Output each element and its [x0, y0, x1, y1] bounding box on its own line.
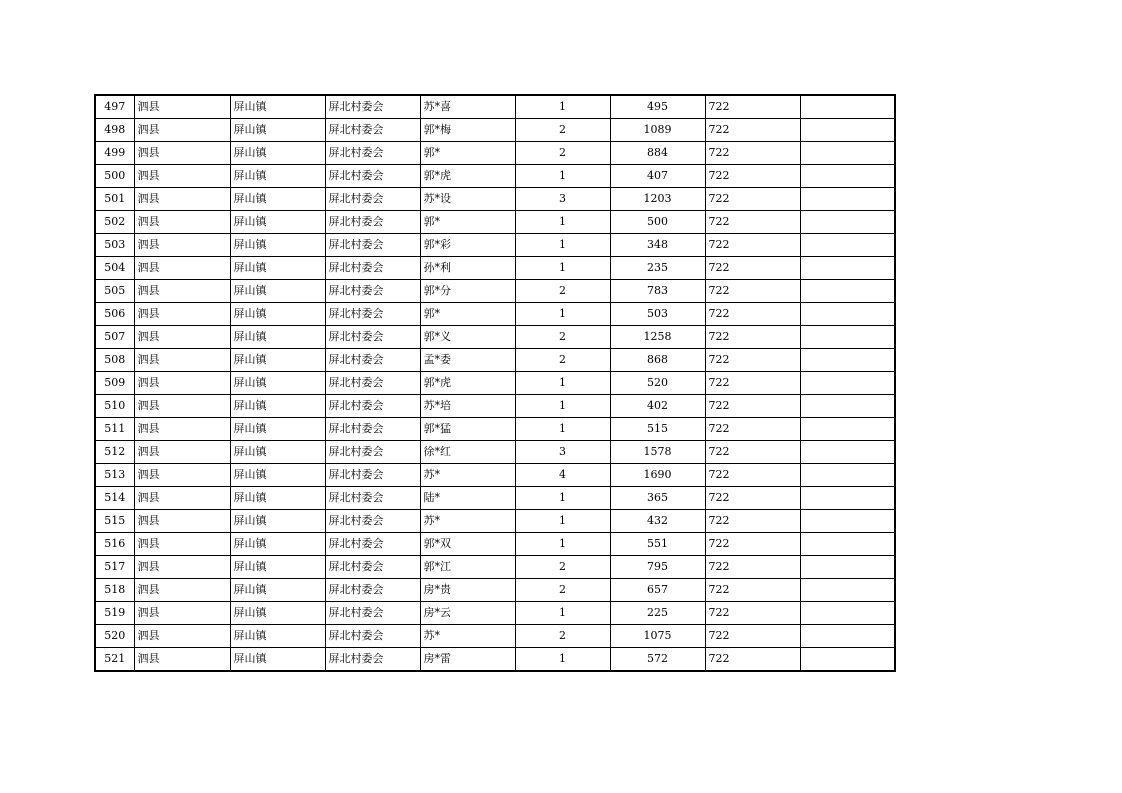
- cell-village: 屏北村委会: [325, 211, 420, 234]
- cell-amount: 348: [610, 234, 705, 257]
- cell-household-head: 郭*分: [420, 280, 515, 303]
- cell-persons: 1: [515, 234, 610, 257]
- cell-household-head: 苏*培: [420, 395, 515, 418]
- cell-village: 屏北村委会: [325, 280, 420, 303]
- table-row: [95, 188, 895, 211]
- cell-household-head: 苏*喜: [420, 95, 515, 119]
- cell-persons: 1: [515, 211, 610, 234]
- cell-note: [800, 579, 895, 602]
- cell-town: 屏山镇: [230, 533, 325, 556]
- cell-row-number: 520: [95, 625, 134, 648]
- cell-note: [800, 188, 895, 211]
- cell-persons: 1: [515, 533, 610, 556]
- cell-town: 屏山镇: [230, 165, 325, 188]
- cell-row-number: 508: [95, 349, 134, 372]
- cell-row-number: 512: [95, 441, 134, 464]
- cell-row-number: 513: [95, 464, 134, 487]
- cell-note: [800, 510, 895, 533]
- cell-town: 屏山镇: [230, 556, 325, 579]
- cell-village: 屏北村委会: [325, 257, 420, 280]
- cell-amount: 503: [610, 303, 705, 326]
- cell-note: [800, 95, 895, 119]
- cell-town: 屏山镇: [230, 280, 325, 303]
- cell-amount: 783: [610, 280, 705, 303]
- cell-household-head: 徐*红: [420, 441, 515, 464]
- cell-persons: 1: [515, 648, 610, 672]
- cell-village: 屏北村委会: [325, 303, 420, 326]
- cell-town: 屏山镇: [230, 395, 325, 418]
- cell-county: 泗县: [134, 441, 230, 464]
- cell-amount: 551: [610, 533, 705, 556]
- cell-household-head: 房*云: [420, 602, 515, 625]
- cell-village: 屏北村委会: [325, 464, 420, 487]
- cell-amount: 402: [610, 395, 705, 418]
- cell-note: [800, 556, 895, 579]
- cell-village: 屏北村委会: [325, 142, 420, 165]
- cell-note: [800, 464, 895, 487]
- cell-household-head: 陆*: [420, 487, 515, 510]
- cell-county: 泗县: [134, 303, 230, 326]
- cell-town: 屏山镇: [230, 625, 325, 648]
- cell-household-head: 孙*利: [420, 257, 515, 280]
- cell-standard: 722: [705, 349, 800, 372]
- cell-note: [800, 280, 895, 303]
- cell-town: 屏山镇: [230, 95, 325, 119]
- table-row: [95, 533, 895, 556]
- cell-note: [800, 625, 895, 648]
- cell-town: 屏山镇: [230, 349, 325, 372]
- cell-amount: 1089: [610, 119, 705, 142]
- cell-persons: 3: [515, 188, 610, 211]
- cell-household-head: 郭*猛: [420, 418, 515, 441]
- cell-village: 屏北村委会: [325, 395, 420, 418]
- cell-standard: 722: [705, 95, 800, 119]
- cell-row-number: 503: [95, 234, 134, 257]
- table-row: [95, 418, 895, 441]
- cell-county: 泗县: [134, 648, 230, 672]
- cell-amount: 572: [610, 648, 705, 672]
- cell-county: 泗县: [134, 349, 230, 372]
- cell-note: [800, 165, 895, 188]
- cell-note: [800, 395, 895, 418]
- cell-persons: 1: [515, 395, 610, 418]
- cell-county: 泗县: [134, 602, 230, 625]
- cell-household-head: 孟*委: [420, 349, 515, 372]
- cell-amount: 884: [610, 142, 705, 165]
- cell-household-head: 郭*: [420, 211, 515, 234]
- cell-household-head: 郭*虎: [420, 165, 515, 188]
- cell-standard: 722: [705, 625, 800, 648]
- cell-village: 屏北村委会: [325, 625, 420, 648]
- cell-persons: 4: [515, 464, 610, 487]
- cell-village: 屏北村委会: [325, 165, 420, 188]
- cell-household-head: 房*贵: [420, 579, 515, 602]
- cell-town: 屏山镇: [230, 372, 325, 395]
- cell-county: 泗县: [134, 234, 230, 257]
- cell-town: 屏山镇: [230, 602, 325, 625]
- cell-persons: 1: [515, 165, 610, 188]
- cell-standard: 722: [705, 303, 800, 326]
- cell-amount: 1075: [610, 625, 705, 648]
- cell-county: 泗县: [134, 280, 230, 303]
- cell-village: 屏北村委会: [325, 119, 420, 142]
- cell-village: 屏北村委会: [325, 372, 420, 395]
- cell-village: 屏北村委会: [325, 234, 420, 257]
- cell-village: 屏北村委会: [325, 349, 420, 372]
- cell-household-head: 郭*义: [420, 326, 515, 349]
- cell-note: [800, 441, 895, 464]
- cell-amount: 407: [610, 165, 705, 188]
- cell-persons: 1: [515, 487, 610, 510]
- table-row: [95, 349, 895, 372]
- cell-persons: 2: [515, 579, 610, 602]
- cell-row-number: 509: [95, 372, 134, 395]
- cell-village: 屏北村委会: [325, 648, 420, 672]
- table-row: [95, 326, 895, 349]
- cell-standard: 722: [705, 165, 800, 188]
- cell-amount: 1578: [610, 441, 705, 464]
- cell-county: 泗县: [134, 625, 230, 648]
- cell-persons: 1: [515, 303, 610, 326]
- cell-standard: 722: [705, 487, 800, 510]
- cell-persons: 2: [515, 556, 610, 579]
- cell-note: [800, 418, 895, 441]
- cell-town: 屏山镇: [230, 142, 325, 165]
- cell-standard: 722: [705, 510, 800, 533]
- cell-county: 泗县: [134, 464, 230, 487]
- cell-village: 屏北村委会: [325, 579, 420, 602]
- cell-standard: 722: [705, 395, 800, 418]
- cell-county: 泗县: [134, 119, 230, 142]
- cell-county: 泗县: [134, 418, 230, 441]
- cell-amount: 495: [610, 95, 705, 119]
- cell-row-number: 506: [95, 303, 134, 326]
- cell-row-number: 507: [95, 326, 134, 349]
- cell-county: 泗县: [134, 142, 230, 165]
- cell-persons: 3: [515, 441, 610, 464]
- cell-note: [800, 326, 895, 349]
- cell-household-head: 郭*彩: [420, 234, 515, 257]
- cell-row-number: 500: [95, 165, 134, 188]
- cell-amount: 868: [610, 349, 705, 372]
- table-row: [95, 579, 895, 602]
- table-row: [95, 303, 895, 326]
- cell-town: 屏山镇: [230, 326, 325, 349]
- cell-row-number: 510: [95, 395, 134, 418]
- cell-persons: 2: [515, 625, 610, 648]
- cell-household-head: 郭*双: [420, 533, 515, 556]
- cell-town: 屏山镇: [230, 441, 325, 464]
- table-row: [95, 556, 895, 579]
- cell-persons: 1: [515, 372, 610, 395]
- cell-household-head: 苏*: [420, 510, 515, 533]
- table-row: [95, 119, 895, 142]
- cell-note: [800, 602, 895, 625]
- records-table: [94, 94, 896, 672]
- cell-county: 泗县: [134, 510, 230, 533]
- cell-standard: 722: [705, 441, 800, 464]
- cell-standard: 722: [705, 211, 800, 234]
- cell-note: [800, 303, 895, 326]
- cell-household-head: 苏*: [420, 625, 515, 648]
- cell-amount: 795: [610, 556, 705, 579]
- cell-county: 泗县: [134, 372, 230, 395]
- cell-town: 屏山镇: [230, 211, 325, 234]
- cell-household-head: 郭*: [420, 303, 515, 326]
- cell-row-number: 497: [95, 95, 134, 119]
- cell-row-number: 501: [95, 188, 134, 211]
- cell-county: 泗县: [134, 326, 230, 349]
- cell-row-number: 518: [95, 579, 134, 602]
- cell-note: [800, 142, 895, 165]
- table-row: [95, 95, 895, 119]
- cell-note: [800, 119, 895, 142]
- cell-row-number: 519: [95, 602, 134, 625]
- cell-row-number: 511: [95, 418, 134, 441]
- cell-row-number: 521: [95, 648, 134, 672]
- cell-row-number: 516: [95, 533, 134, 556]
- cell-standard: 722: [705, 280, 800, 303]
- cell-persons: 1: [515, 95, 610, 119]
- cell-row-number: 517: [95, 556, 134, 579]
- cell-village: 屏北村委会: [325, 188, 420, 211]
- cell-village: 屏北村委会: [325, 95, 420, 119]
- cell-household-head: 郭*江: [420, 556, 515, 579]
- cell-village: 屏北村委会: [325, 510, 420, 533]
- cell-standard: 722: [705, 533, 800, 556]
- cell-row-number: 514: [95, 487, 134, 510]
- cell-village: 屏北村委会: [325, 602, 420, 625]
- cell-standard: 722: [705, 579, 800, 602]
- cell-row-number: 502: [95, 211, 134, 234]
- table-row: [95, 625, 895, 648]
- cell-amount: 657: [610, 579, 705, 602]
- cell-town: 屏山镇: [230, 648, 325, 672]
- cell-persons: 2: [515, 142, 610, 165]
- cell-household-head: 郭*梅: [420, 119, 515, 142]
- cell-county: 泗县: [134, 579, 230, 602]
- records-table-body: [95, 95, 895, 671]
- cell-amount: 432: [610, 510, 705, 533]
- table-row: [95, 395, 895, 418]
- table-row: [95, 441, 895, 464]
- cell-amount: 1258: [610, 326, 705, 349]
- cell-persons: 1: [515, 510, 610, 533]
- table-row: [95, 510, 895, 533]
- cell-standard: 722: [705, 418, 800, 441]
- cell-household-head: 郭*虎: [420, 372, 515, 395]
- cell-row-number: 504: [95, 257, 134, 280]
- cell-note: [800, 234, 895, 257]
- cell-persons: 1: [515, 418, 610, 441]
- cell-standard: 722: [705, 234, 800, 257]
- cell-county: 泗县: [134, 211, 230, 234]
- table-row: [95, 211, 895, 234]
- table-row: [95, 142, 895, 165]
- cell-amount: 225: [610, 602, 705, 625]
- cell-note: [800, 372, 895, 395]
- cell-persons: 1: [515, 602, 610, 625]
- cell-amount: 520: [610, 372, 705, 395]
- table-row: [95, 487, 895, 510]
- cell-note: [800, 211, 895, 234]
- cell-town: 屏山镇: [230, 234, 325, 257]
- cell-standard: 722: [705, 142, 800, 165]
- cell-row-number: 498: [95, 119, 134, 142]
- cell-village: 屏北村委会: [325, 556, 420, 579]
- table-row: [95, 257, 895, 280]
- table-row: [95, 464, 895, 487]
- cell-county: 泗县: [134, 395, 230, 418]
- cell-note: [800, 349, 895, 372]
- cell-town: 屏山镇: [230, 464, 325, 487]
- cell-row-number: 515: [95, 510, 134, 533]
- table-row: [95, 234, 895, 257]
- table-row: [95, 280, 895, 303]
- cell-household-head: 苏*设: [420, 188, 515, 211]
- cell-amount: 515: [610, 418, 705, 441]
- cell-town: 屏山镇: [230, 257, 325, 280]
- cell-persons: 2: [515, 349, 610, 372]
- cell-note: [800, 487, 895, 510]
- cell-amount: 1203: [610, 188, 705, 211]
- cell-town: 屏山镇: [230, 119, 325, 142]
- cell-county: 泗县: [134, 188, 230, 211]
- cell-county: 泗县: [134, 533, 230, 556]
- cell-town: 屏山镇: [230, 303, 325, 326]
- cell-village: 屏北村委会: [325, 533, 420, 556]
- cell-town: 屏山镇: [230, 487, 325, 510]
- cell-row-number: 499: [95, 142, 134, 165]
- cell-town: 屏山镇: [230, 418, 325, 441]
- cell-town: 屏山镇: [230, 510, 325, 533]
- cell-persons: 2: [515, 119, 610, 142]
- cell-standard: 722: [705, 188, 800, 211]
- cell-note: [800, 257, 895, 280]
- cell-standard: 722: [705, 119, 800, 142]
- cell-household-head: 房*雷: [420, 648, 515, 672]
- cell-standard: 722: [705, 464, 800, 487]
- cell-standard: 722: [705, 326, 800, 349]
- cell-amount: 235: [610, 257, 705, 280]
- cell-village: 屏北村委会: [325, 487, 420, 510]
- cell-household-head: 郭*: [420, 142, 515, 165]
- cell-village: 屏北村委会: [325, 326, 420, 349]
- cell-county: 泗县: [134, 95, 230, 119]
- cell-standard: 722: [705, 602, 800, 625]
- cell-persons: 2: [515, 280, 610, 303]
- cell-village: 屏北村委会: [325, 441, 420, 464]
- cell-county: 泗县: [134, 257, 230, 280]
- cell-town: 屏山镇: [230, 188, 325, 211]
- table-row: [95, 165, 895, 188]
- cell-standard: 722: [705, 257, 800, 280]
- cell-village: 屏北村委会: [325, 418, 420, 441]
- cell-standard: 722: [705, 556, 800, 579]
- cell-standard: 722: [705, 648, 800, 672]
- cell-note: [800, 648, 895, 672]
- cell-row-number: 505: [95, 280, 134, 303]
- table-row: [95, 602, 895, 625]
- cell-county: 泗县: [134, 556, 230, 579]
- cell-amount: 500: [610, 211, 705, 234]
- cell-amount: 365: [610, 487, 705, 510]
- cell-standard: 722: [705, 372, 800, 395]
- cell-amount: 1690: [610, 464, 705, 487]
- cell-note: [800, 533, 895, 556]
- cell-household-head: 苏*: [420, 464, 515, 487]
- cell-persons: 1: [515, 257, 610, 280]
- cell-county: 泗县: [134, 165, 230, 188]
- table-row: [95, 648, 895, 672]
- cell-persons: 2: [515, 326, 610, 349]
- table-row: [95, 372, 895, 395]
- cell-town: 屏山镇: [230, 579, 325, 602]
- cell-county: 泗县: [134, 487, 230, 510]
